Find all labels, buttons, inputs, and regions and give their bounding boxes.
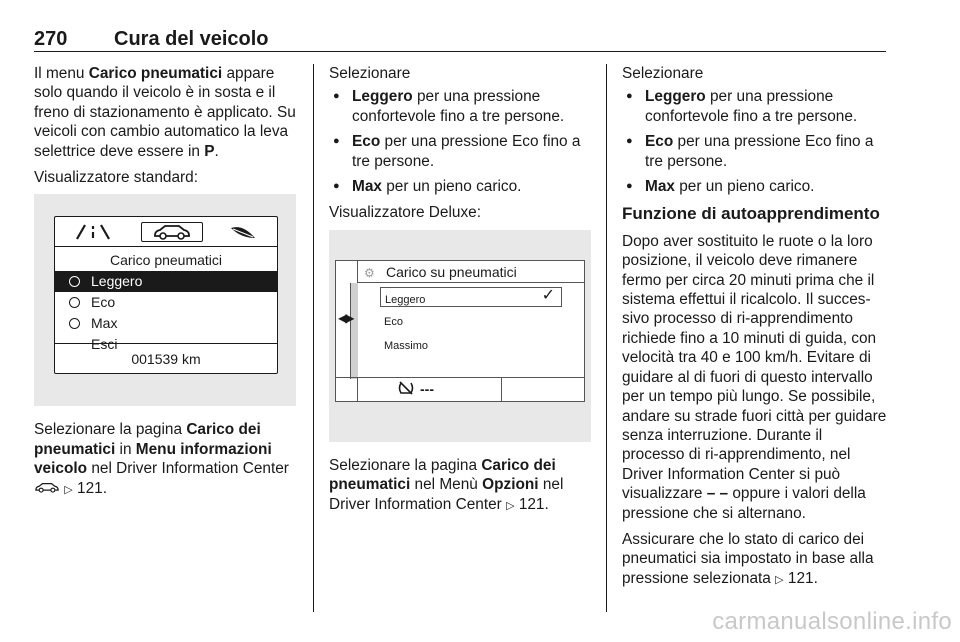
column-divider [606,64,607,612]
left-right-arrow-icon[interactable]: ◀▶ [338,310,353,325]
header-rule [34,51,886,52]
checkmark-icon: ✓ [541,286,555,304]
car-icon [141,222,203,242]
side-nav-highlight [350,283,358,379]
eco-leaf-icon [223,222,263,242]
page-reference[interactable]: 121 [787,569,814,587]
page-title: Cura del veicolo [114,28,269,50]
list-item: ● Leggero per una pressione confortevole fino a tre persone. [622,87,888,126]
tire-pressure-icon [398,380,414,401]
menu-item-light[interactable]: Leggero ✓ [380,287,562,307]
list-item: ● Leggero per una pressione confortevole fino a tre persone. [329,87,591,126]
paragraph: Selezionare [622,65,704,82]
menu-item-eco[interactable]: Eco [55,292,277,313]
paragraph: Dopo aver sostituito le ruote o la loro posizione, il veicolo deve rimanere fermo per circa 20 minuti prima che il sistema effettui il ricalcolo. Il successivo processo di ri-apprendimento richiede fino a 10 minuti di guida, con velocità tra 40 e 100 km/h. Evitare di guidare al di fuori di questo intervallo per un tempo più lungo. Se possibile, andare su strade fuori città per guidare senza interruzione. Durante il processo di ri-apprendimento, nel Driver Information Center si può visualizzare – – oppure i valori della pressione che si alternano. [622,232,887,522]
paragraph: Selezionare la pagina Carico dei pneumatici nel Menù Opzioni nel Driver Information Center ▷ 121. [329,456,564,513]
paragraph: Il menu Carico pneumatici appare solo quando il veicolo è in sosta e il freno di stazionamento è applicato. Su veicoli con cambio automatico la leva selettrice deve essere in P. [34,65,296,160]
menu-item-max[interactable]: Max [55,313,277,334]
paragraph: Visualizzatore Deluxe: [329,204,481,222]
list-item: ● Eco per una pressione Eco fino a tre persone. [622,132,888,171]
standard-display-screen [54,216,278,374]
car-icon [34,480,60,497]
list-item: ● Max per un pieno carico. [622,177,888,196]
page-number: 270 [34,28,68,50]
page-reference[interactable]: 121 [518,495,545,513]
column-3 [622,64,888,597]
radio-icon [69,276,80,287]
page-reference[interactable]: 121 [77,479,103,497]
page-reference-arrow-icon: ▷ [506,499,515,512]
list-item: ● Max per un pieno carico. [329,177,591,196]
deluxe-display-figure [329,230,591,442]
paragraph: Selezionare la pagina Carico dei pneumatici in Menu informazioni veicolo nel Driver Information Center ▷ 121. [34,421,289,497]
trip-info-icon [71,222,115,242]
paragraph: Assicurare che lo stato di carico dei pneumatici sia impostato in base alla pressione selezionata ▷ 121. [622,530,874,587]
menu-item-exit[interactable]: Esci [91,336,118,353]
deluxe-title-bar [358,261,584,283]
column-1 [34,64,296,507]
column-2 [329,64,591,523]
page-reference-arrow-icon: ▷ [64,483,73,496]
page-reference-arrow-icon: ▷ [775,573,784,586]
radio-icon [69,318,80,329]
odometer-readout: 001539 km [55,343,277,373]
settings-icon: ⚙ [364,265,375,280]
tire-pressure-value: --- [420,380,434,397]
menu-item-max[interactable]: Massimo [384,339,429,352]
list-item: ● Eco per una pressione Eco fino a tre persone. [329,132,591,171]
option-list [329,87,591,196]
paragraph: Selezionare [329,65,411,82]
status-cell [336,378,358,402]
display-icon-bar [55,217,277,247]
radio-icon [69,297,80,308]
option-list [622,87,888,196]
tire-load-caption: Carico pneumatici [109,252,223,269]
page-header [34,28,886,52]
side-nav-bar [336,261,358,379]
deluxe-title: Carico su pneumatici [386,263,517,280]
watermark: carmanualsonline.info [712,608,952,635]
deluxe-display-screen [335,260,585,402]
column-divider [313,64,314,612]
paragraph: Visualizzatore standard: [34,169,198,187]
section-heading: Funzione di autoapprendimento [622,204,880,224]
menu-item-light[interactable]: Leggero [55,271,277,292]
deluxe-status-bar [336,377,584,401]
menu-item-eco[interactable]: Eco [384,315,403,328]
status-cell [358,378,502,402]
standard-display-figure [34,194,296,406]
